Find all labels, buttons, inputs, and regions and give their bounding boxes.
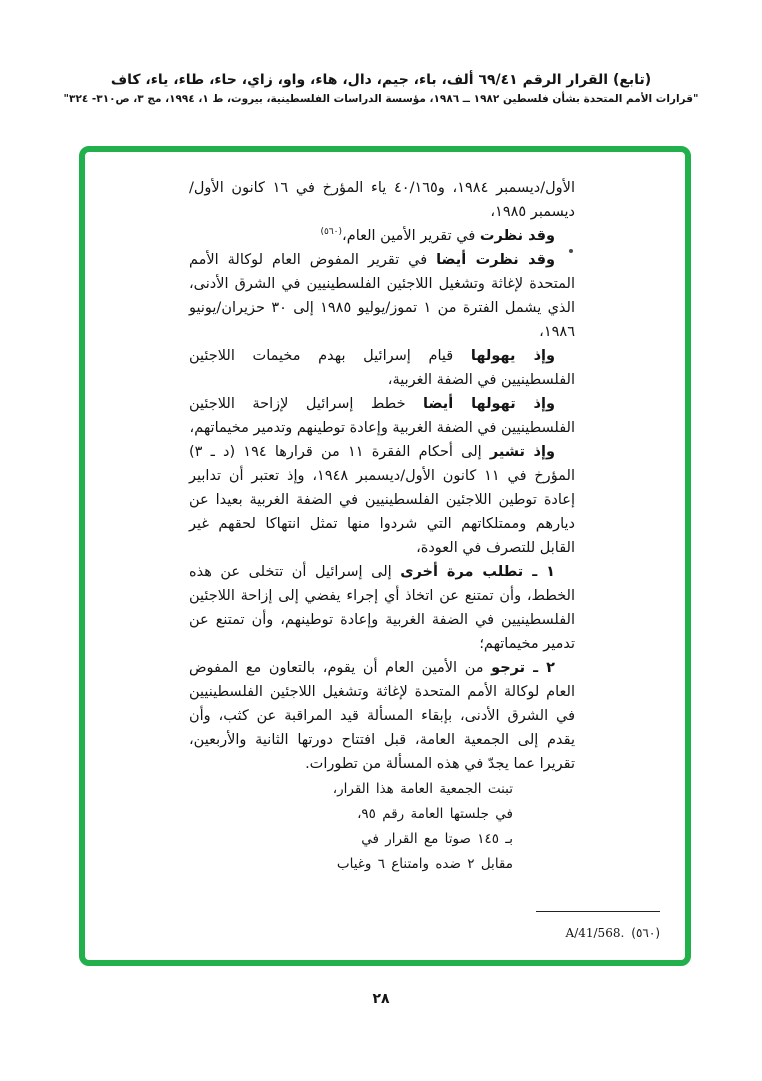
paragraph-text: إلى أحكام الفقرة ١١ من قرارها ١٩٤ (د ـ ٣) المؤرخ في ١١ كانون الأول/ديسمبر ١٩٤٨، وإذ تعتبر أن تدابير إعادة توطين اللاجئين الفلسطينيين في الضفة الغربية بعيدا عن ديارهم وممتلكاتهم التي شردوا منها تمثل انتهاكا لحقهم غير القابل للتصرف في العودة، [189, 444, 576, 556]
footnote [566, 926, 660, 940]
paragraph-lead: ١ ـ تطلب مرة أخرى [400, 564, 555, 580]
paragraph-lead: ٢ ـ ترجو [491, 660, 556, 676]
paragraph-text: قيام إسرائيل بهدم مخيمات اللاجئين الفلسطينيين في الضفة الغربية، [189, 348, 575, 388]
footnote-marker-superscript: (٥٦٠) [320, 227, 343, 238]
paragraph-text: خطط إسرائيل لإزاحة اللاجئين الفلسطينيين في الضفة الغربية وإعادة توطينهم وتدمير مخيماتهم، [189, 396, 575, 436]
adoption-line: تبنت الجمعية العامة هذا القرار، [332, 781, 513, 797]
adoption-line: بـ ١٤٥ صوتا مع القرار في [361, 831, 513, 847]
resolution-operative-paragraph-1 [189, 560, 575, 656]
paragraph-lead: وإذ تهولها أيضا [423, 396, 555, 412]
stray-ink-dot [569, 249, 573, 253]
paragraph-text: إلى إسرائيل أن تتخلى عن هذه الخطط، وأن تمتنع عن اتخاذ أي إجراء يفضي إلى إزاحة اللاجئين الفلسطينيين في الضفة الغربية وإعادة توطينهم، وأن تمتنع عن تدمير مخيماتهم؛ [189, 564, 575, 652]
resolution-paragraph [189, 392, 575, 440]
footnote-number: (٥٦٠) [631, 926, 660, 940]
resolution-paragraph [189, 440, 575, 560]
resolution-paragraph [189, 176, 575, 224]
resolution-operative-paragraph-2 [189, 656, 575, 776]
resolution-paragraph [189, 224, 575, 248]
adoption-note [325, 777, 513, 877]
resolution-paragraph [189, 344, 575, 392]
source-citation: "قرارات الأمم المتحدة بشأن فلسطين ١٩٨٢ ــ ١٩٨٦، مؤسسة الدراسات الفلسطينية، بيروت، ط ١، ١٩٩٤، مج ٣، ص٣١٠- ٣٢٤" [63, 93, 699, 105]
resolution-text-column [189, 176, 575, 877]
page-number: ٢٨ [372, 991, 390, 1007]
adoption-line: مقابل ٢ ضده وامتناع ٦ وغياب [336, 856, 513, 872]
footnote-un-document-reference: A/41/568. [565, 926, 625, 940]
paragraph-lead: وقد نظرت [479, 228, 555, 244]
footnote-separator-rule [536, 911, 660, 912]
document-header [0, 72, 762, 105]
content-border-box [79, 146, 691, 966]
paragraph-lead: وقد نظرت أيضا [436, 252, 555, 268]
paragraph-text: الأول/ديسمبر ١٩٨٤، و٤٠/١٦٥ ياء المؤرخ في ١٦ كانون الأول/ديسمبر ١٩٨٥، [189, 180, 575, 220]
paragraph-text: في تقرير المفوض العام لوكالة الأمم المتحدة لإغاثة وتشغيل اللاجئين الفلسطينيين في الشرق الأدنى، الذي يشمل الفترة من ١ تموز/يوليو ١٩٨٥ إلى ٣٠ حزيران/يونيو ١٩٨٦، [189, 252, 575, 340]
paragraph-lead: وإذ يهولها [470, 348, 555, 364]
paragraph-lead: وإذ تشير [489, 444, 555, 460]
paragraph-text: من الأمين العام أن يقوم، بالتعاون مع المفوض العام لوكالة الأمم المتحدة لإغاثة وتشغيل اللاجئين الفلسطينيين في الشرق الأدنى، بإبقاء المسألة قيد المراقبة عن كثب، وأن يقدم إلى الجمعية العامة، قبل افتتاح دورتها الثانية والأربعين، تقريرا عما يجدّ في هذه المسألة من تطورات. [189, 660, 575, 772]
paragraph-text: في تقرير الأمين العام، [342, 228, 480, 244]
resolution-title: (تابع) القرار الرقم ٦٩/٤١ ألف، باء، جيم، دال، هاء، واو، زاي، حاء، طاء، ياء، كاف [110, 72, 652, 88]
adoption-line: في جلستها العامة رقم ٩٥، [357, 806, 513, 822]
resolution-paragraph [189, 248, 575, 344]
